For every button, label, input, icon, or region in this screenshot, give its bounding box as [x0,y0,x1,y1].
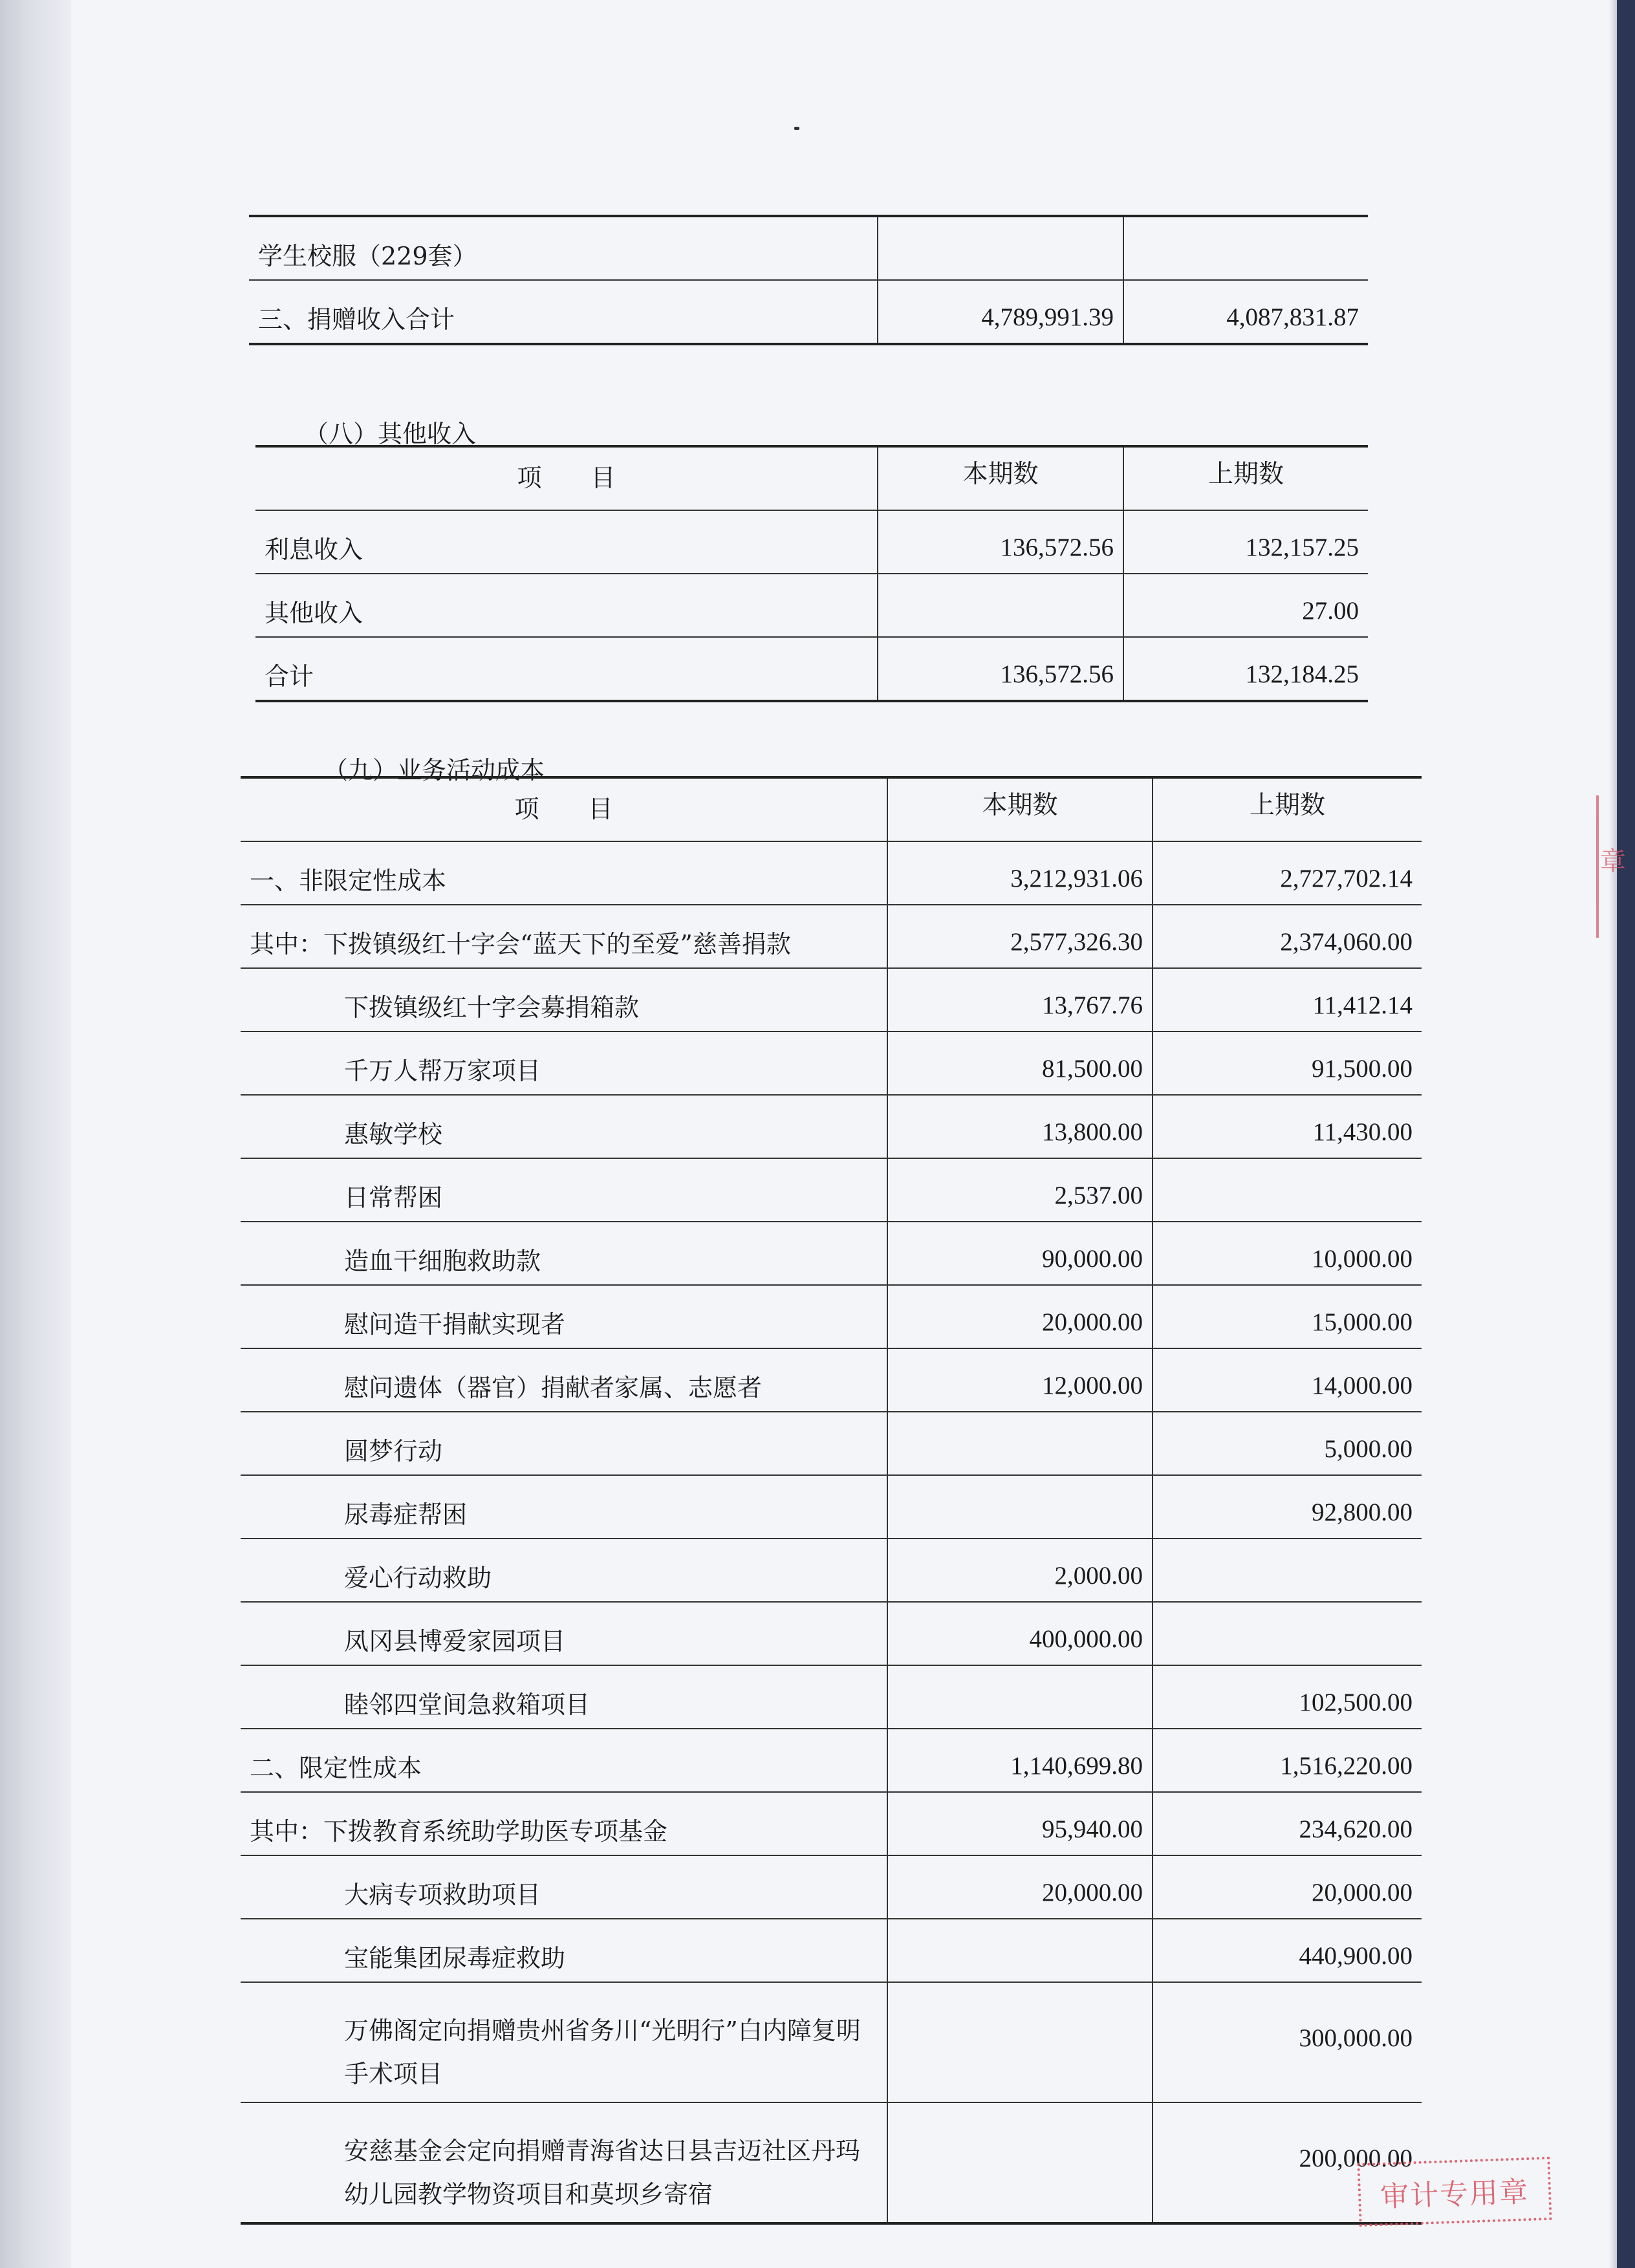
table-row [241,1285,1422,1348]
table-row [241,1222,1422,1285]
donation-income-table [249,215,1368,345]
table-row [249,280,1368,344]
table-row [255,637,1368,701]
table-row [255,574,1368,637]
table-row [241,1158,1422,1222]
section-title-business-cost: （九）业务活动成本 [323,756,545,784]
previous-value: 27.00 [1123,574,1368,637]
row-label: 其他收入 [255,574,878,637]
table-row [241,1792,1422,1855]
previous-value: 440,900.00 [1153,1919,1422,1982]
previous-value: 102,500.00 [1153,1665,1422,1729]
row-label: 其中：下拨镇级红十字会“蓝天下的至爱”慈善捐款 [241,905,887,968]
row-label: 其中：下拨教育系统助学助医专项基金 [241,1792,887,1855]
previous-value [1153,1539,1422,1602]
table-row [241,1031,1422,1095]
previous-value: 234,620.00 [1153,1792,1422,1855]
current-value: 13,767.76 [887,968,1153,1031]
previous-value [1123,216,1368,280]
current-value [887,1982,1153,2102]
current-value [878,574,1123,637]
current-value: 90,000.00 [887,1222,1153,1285]
audit-stamp: 审计专用章 [1357,2157,1552,2227]
previous-value: 91,500.00 [1153,1031,1422,1095]
current-value: 3,212,931.06 [887,841,1153,905]
previous-value: 300,000.00 [1153,1982,1422,2102]
row-label: 造血干细胞救助款 [241,1222,887,1285]
previous-value: 14,000.00 [1153,1348,1422,1412]
current-value: 1,140,699.80 [887,1729,1153,1792]
row-label: 三、捐赠收入合计 [249,280,878,344]
table-row [241,1729,1422,1792]
section-title-other-income: （八）其他收入 [304,420,477,448]
row-label: 日常帮困 [241,1158,887,1222]
table-row [249,216,1368,280]
current-value: 136,572.56 [878,510,1123,574]
current-value: 95,940.00 [887,1792,1153,1855]
row-label: 学生校服（229套） [249,216,878,280]
row-label: 合计 [255,637,878,701]
previous-value: 5,000.00 [1153,1412,1422,1475]
current-value [887,1412,1153,1475]
previous-value: 2,727,702.14 [1153,841,1422,905]
table-row [241,1855,1422,1919]
binding-cover-edge [1617,0,1635,2268]
previous-value: 2,374,060.00 [1153,905,1422,968]
table-row [241,1982,1422,2102]
current-value: 400,000.00 [887,1602,1153,1665]
row-label: 下拨镇级红十字会募捐箱款 [241,968,887,1031]
row-label: 千万人帮万家项目 [241,1031,887,1095]
current-value: 20,000.00 [887,1285,1153,1348]
business-cost-table [241,776,1422,2225]
table-row [241,1539,1422,1602]
header-current: 本期数 [887,777,1153,841]
previous-value: 1,516,220.00 [1153,1729,1422,1792]
table-row [241,905,1422,968]
row-label: 宝能集团尿毒症救助 [241,1919,887,1982]
previous-value: 200,000.00 [1153,2102,1422,2223]
table-row [241,1919,1422,1982]
previous-value: 11,412.14 [1153,968,1422,1031]
table-row [241,1602,1422,1665]
row-label: 利息收入 [255,510,878,574]
current-value [887,1665,1153,1729]
previous-value: 20,000.00 [1153,1855,1422,1919]
row-label: 大病专项救助项目 [241,1855,887,1919]
row-label: 惠敏学校 [241,1095,887,1158]
header-item: 项 目 [241,777,887,841]
current-value [887,1919,1153,1982]
row-label: 尿毒症帮困 [241,1475,887,1539]
current-value [887,2102,1153,2223]
row-label: 圆梦行动 [241,1412,887,1475]
previous-value [1153,1602,1422,1665]
row-label: 二、限定性成本 [241,1729,887,1792]
row-label: 一、非限定性成本 [241,841,887,905]
current-value: 4,789,991.39 [878,280,1123,344]
current-value: 81,500.00 [887,1031,1153,1095]
table-header-row [241,777,1422,841]
row-label: 爱心行动救助 [241,1539,887,1602]
header-previous: 上期数 [1153,777,1422,841]
page-fold-shadow [1609,0,1617,2268]
scan-speck [794,127,799,130]
page-binding-shadow [0,0,71,2268]
previous-value: 132,157.25 [1123,510,1368,574]
current-value: 2,577,326.30 [887,905,1153,968]
table-header-row [255,446,1368,510]
current-value [878,216,1123,280]
row-label: 万佛阁定向捐赠贵州省务川“光明行”白内障复明手术项目 [241,1982,887,2102]
table-row [255,510,1368,574]
current-value: 2,000.00 [887,1539,1153,1602]
header-current: 本期数 [878,446,1123,510]
current-value: 2,537.00 [887,1158,1153,1222]
previous-value: 92,800.00 [1153,1475,1422,1539]
previous-value: 4,087,831.87 [1123,280,1368,344]
row-label: 凤冈县博爱家园项目 [241,1602,887,1665]
table-row [241,841,1422,905]
row-label: 慰问遗体（器官）捐献者家属、志愿者 [241,1348,887,1412]
table-row [241,1095,1422,1158]
row-label: 慰问造干捐献实现者 [241,1285,887,1348]
table-row [241,1412,1422,1475]
table-row [241,1475,1422,1539]
table-row [241,2102,1422,2223]
current-value: 136,572.56 [878,637,1123,701]
previous-value [1153,1158,1422,1222]
table-row [241,1348,1422,1412]
previous-value: 15,000.00 [1153,1285,1422,1348]
previous-value: 11,430.00 [1153,1095,1422,1158]
current-value: 13,800.00 [887,1095,1153,1158]
seam-stamp-fragment: 章 [1596,795,1616,938]
previous-value: 10,000.00 [1153,1222,1422,1285]
row-label: 安慈基金会定向捐赠青海省达日县吉迈社区丹玛幼儿园教学物资项目和莫坝乡寄宿 [241,2102,887,2223]
table-row [241,1665,1422,1729]
previous-value: 132,184.25 [1123,637,1368,701]
current-value: 20,000.00 [887,1855,1153,1919]
header-item: 项 目 [255,446,878,510]
current-value [887,1475,1153,1539]
header-previous: 上期数 [1123,446,1368,510]
table-row [241,968,1422,1031]
row-label: 睦邻四堂间急救箱项目 [241,1665,887,1729]
current-value: 12,000.00 [887,1348,1153,1412]
other-income-table [255,445,1368,702]
